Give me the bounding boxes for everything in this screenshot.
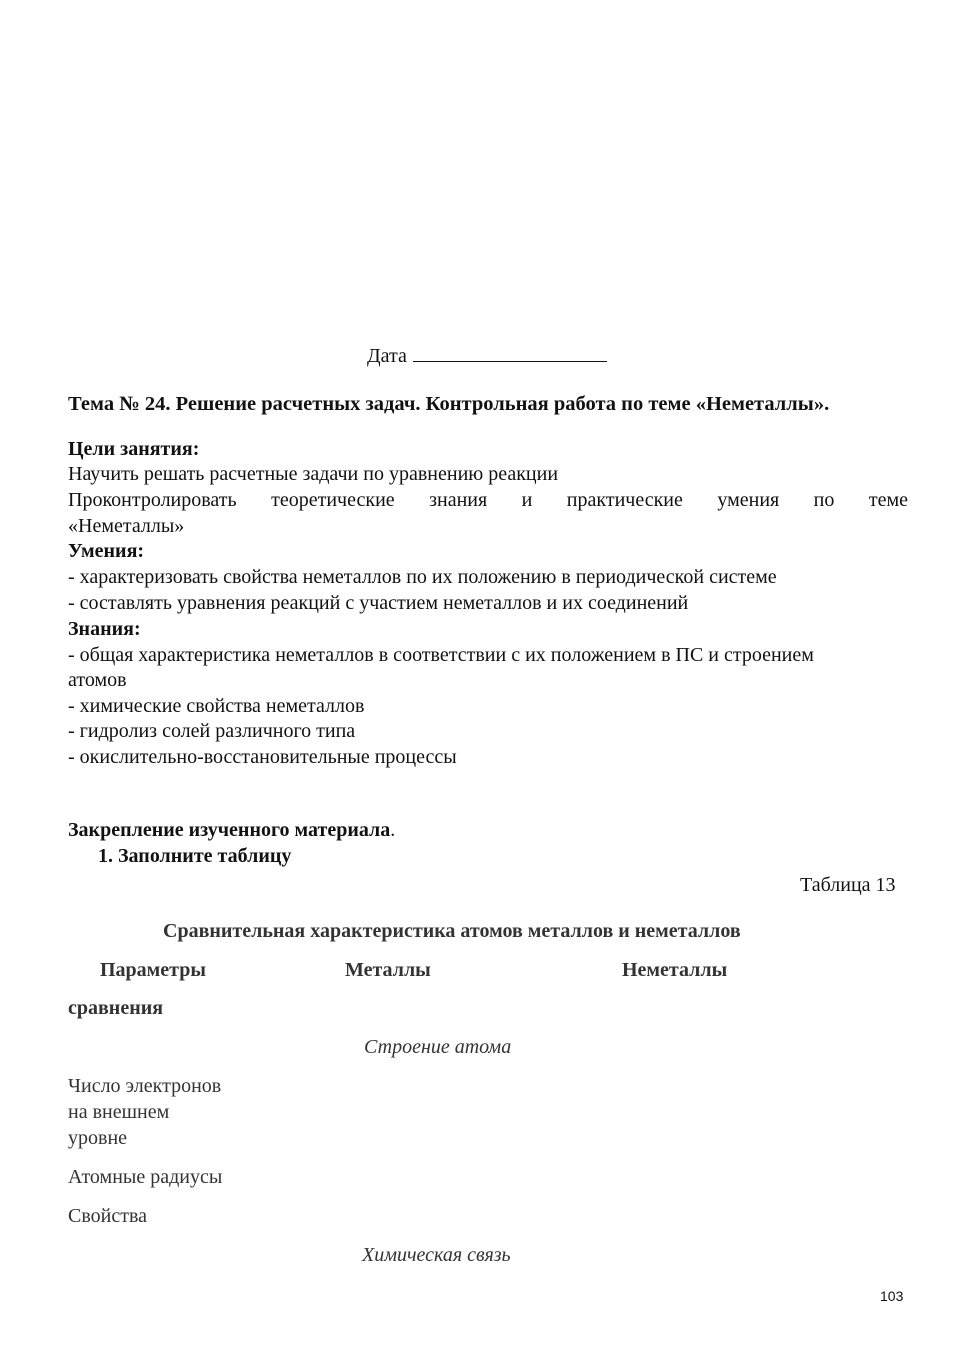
header-param: Параметры (100, 959, 206, 981)
goal-item: Научить решать расчетные задачи по уравнению реакции (68, 463, 559, 485)
knowledge-heading: Знания: (68, 618, 141, 640)
date-blank-line (413, 343, 607, 362)
date-label: Дата (367, 345, 407, 367)
knowledge-item: - общая характеристика неметаллов в соответствии с их положением в ПС и строением (68, 644, 814, 666)
row-props: Свойства (68, 1205, 148, 1227)
task-1: 1. Заполните таблицу (98, 845, 292, 867)
header-metals: Металлы (345, 959, 431, 981)
goal-item: «Неметаллы» (68, 515, 185, 537)
row-electrons-line: уровне (68, 1127, 128, 1149)
skills-heading: Умения: (68, 540, 145, 562)
section-structure: Строение атома (364, 1036, 512, 1058)
reinforce-period: . (390, 819, 396, 841)
knowledge-item: - окислительно-восстановительные процессы (68, 746, 457, 768)
row-electrons-line: Число электронов (68, 1075, 222, 1097)
row-electrons-line: на внешнем (68, 1101, 170, 1123)
row-radii: Атомные радиусы (68, 1166, 223, 1188)
section-bond: Химическая связь (362, 1244, 511, 1266)
goals-heading: Цели занятия: (68, 438, 200, 460)
table-label: Таблица 13 (800, 874, 896, 896)
knowledge-item: - химические свойства неметаллов (68, 695, 365, 717)
knowledge-item: атомов (68, 669, 127, 691)
knowledge-item: - гидролиз солей различного типа (68, 720, 356, 742)
reinforce-heading (68, 817, 395, 843)
date-field (367, 343, 607, 369)
page-number: 103 (880, 1288, 904, 1304)
reinforce-heading-text: Закрепление изученного материала (68, 819, 391, 841)
header-param-cont: сравнения (68, 997, 164, 1019)
topic-title: Тема № 24. Решение расчетных задач. Контрольная работа по теме «Неметаллы». (68, 393, 830, 415)
goal-item: Проконтролировать теоретические знания и практические умения по теме (68, 489, 908, 511)
skill-item: - составлять уравнения реакций с участием неметаллов и их соединений (68, 592, 689, 614)
skill-item: - характеризовать свойства неметаллов по их положению в периодической системе (68, 566, 777, 588)
header-nonmetals: Неметаллы (622, 959, 728, 981)
table-title: Сравнительная характеристика атомов металлов и неметаллов (163, 920, 741, 942)
